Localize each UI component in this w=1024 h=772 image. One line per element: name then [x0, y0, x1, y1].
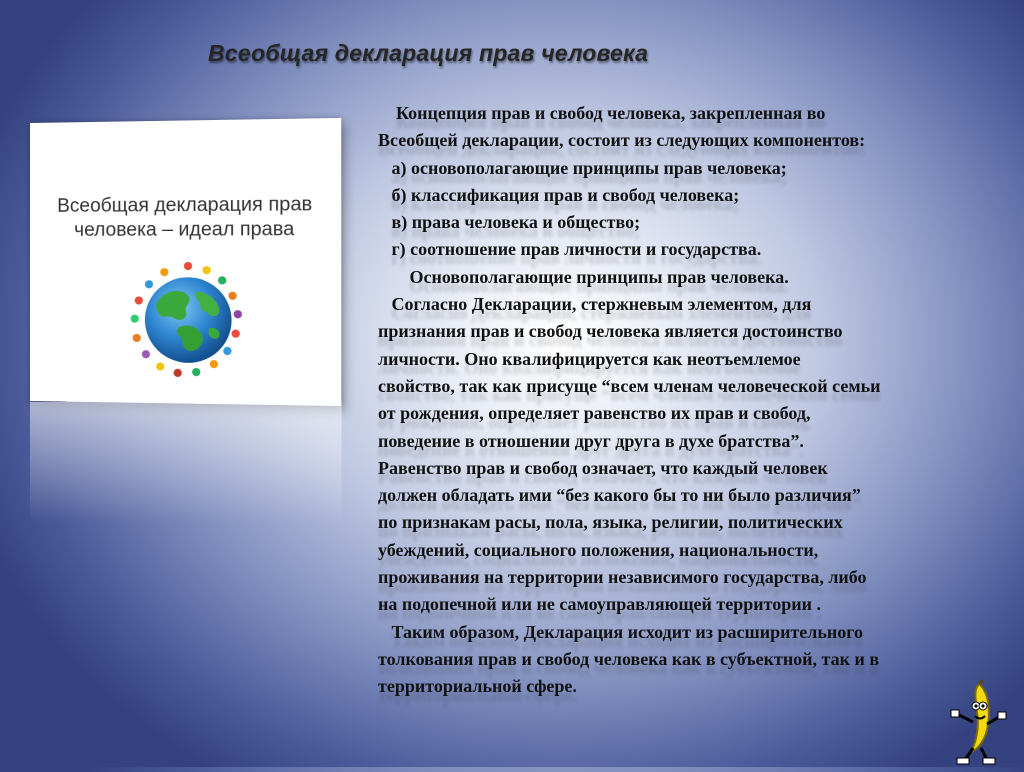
- body-text: [378, 100, 1018, 701]
- body-line: Всеобщей декларации, состоит из следующих компонентов:: [378, 130, 866, 151]
- body-line: проживания на территории независимого государства, либо: [378, 567, 867, 588]
- body-line: от рождения, определяет равенство их прав и свобод,: [378, 403, 811, 424]
- body-line: б) классификация прав и свобод человека;: [378, 184, 740, 205]
- body-line: а) основополагающие принципы прав человека;: [378, 157, 787, 178]
- body-line: в) права человека и общество;: [378, 212, 641, 233]
- body-line: по признакам расы, пола, языка, религии, политических: [378, 512, 843, 533]
- body-line: территориальной сфере.: [378, 676, 577, 697]
- image-card-reflection: [30, 400, 341, 524]
- body-line: должен обладать ими “без какого бы то ни было различия”: [378, 485, 861, 506]
- image-card: [30, 118, 341, 406]
- body-line: Согласно Декларации, стержневым элементом, для: [378, 294, 812, 315]
- body-line: поведение в отношении друг друга в духе братства”.: [378, 430, 804, 451]
- body-line: Концепция прав и свобод человека, закрепленная во: [378, 103, 826, 123]
- globe-with-people-icon: [129, 255, 249, 388]
- body-line: Основополагающие принципы прав человека.: [378, 266, 789, 287]
- card-caption-line-1: Всеобщая декларация прав: [57, 193, 313, 217]
- body-line: свойство, так как присуще “всем членам человеческой семьи: [378, 375, 881, 396]
- body-line: Таким образом, Декларация исходит из расширительного: [378, 621, 864, 642]
- body-line: на подопечной или не самоуправляющей территории .: [378, 594, 821, 615]
- body-line: Равенство прав и свобод означает, что каждый человек: [378, 457, 828, 478]
- body-line: признания прав и свобод человека является достоинство: [378, 321, 843, 342]
- dancing-banana-icon: [943, 678, 1009, 767]
- card-caption: [30, 193, 341, 243]
- body-line: г) соотношение прав личности и государства.: [378, 239, 762, 260]
- card-caption-line-2: человека – идеал права: [74, 218, 295, 241]
- body-line: личности. Оно квалифицируется как неотъемлемое: [378, 348, 801, 369]
- body-line: толкования прав и свобод человека как в субъектной, так и в: [378, 648, 880, 669]
- slide-title: Всеобщая декларация прав человека: [208, 40, 649, 66]
- body-line: убеждений, социального положения, национальности,: [378, 539, 819, 560]
